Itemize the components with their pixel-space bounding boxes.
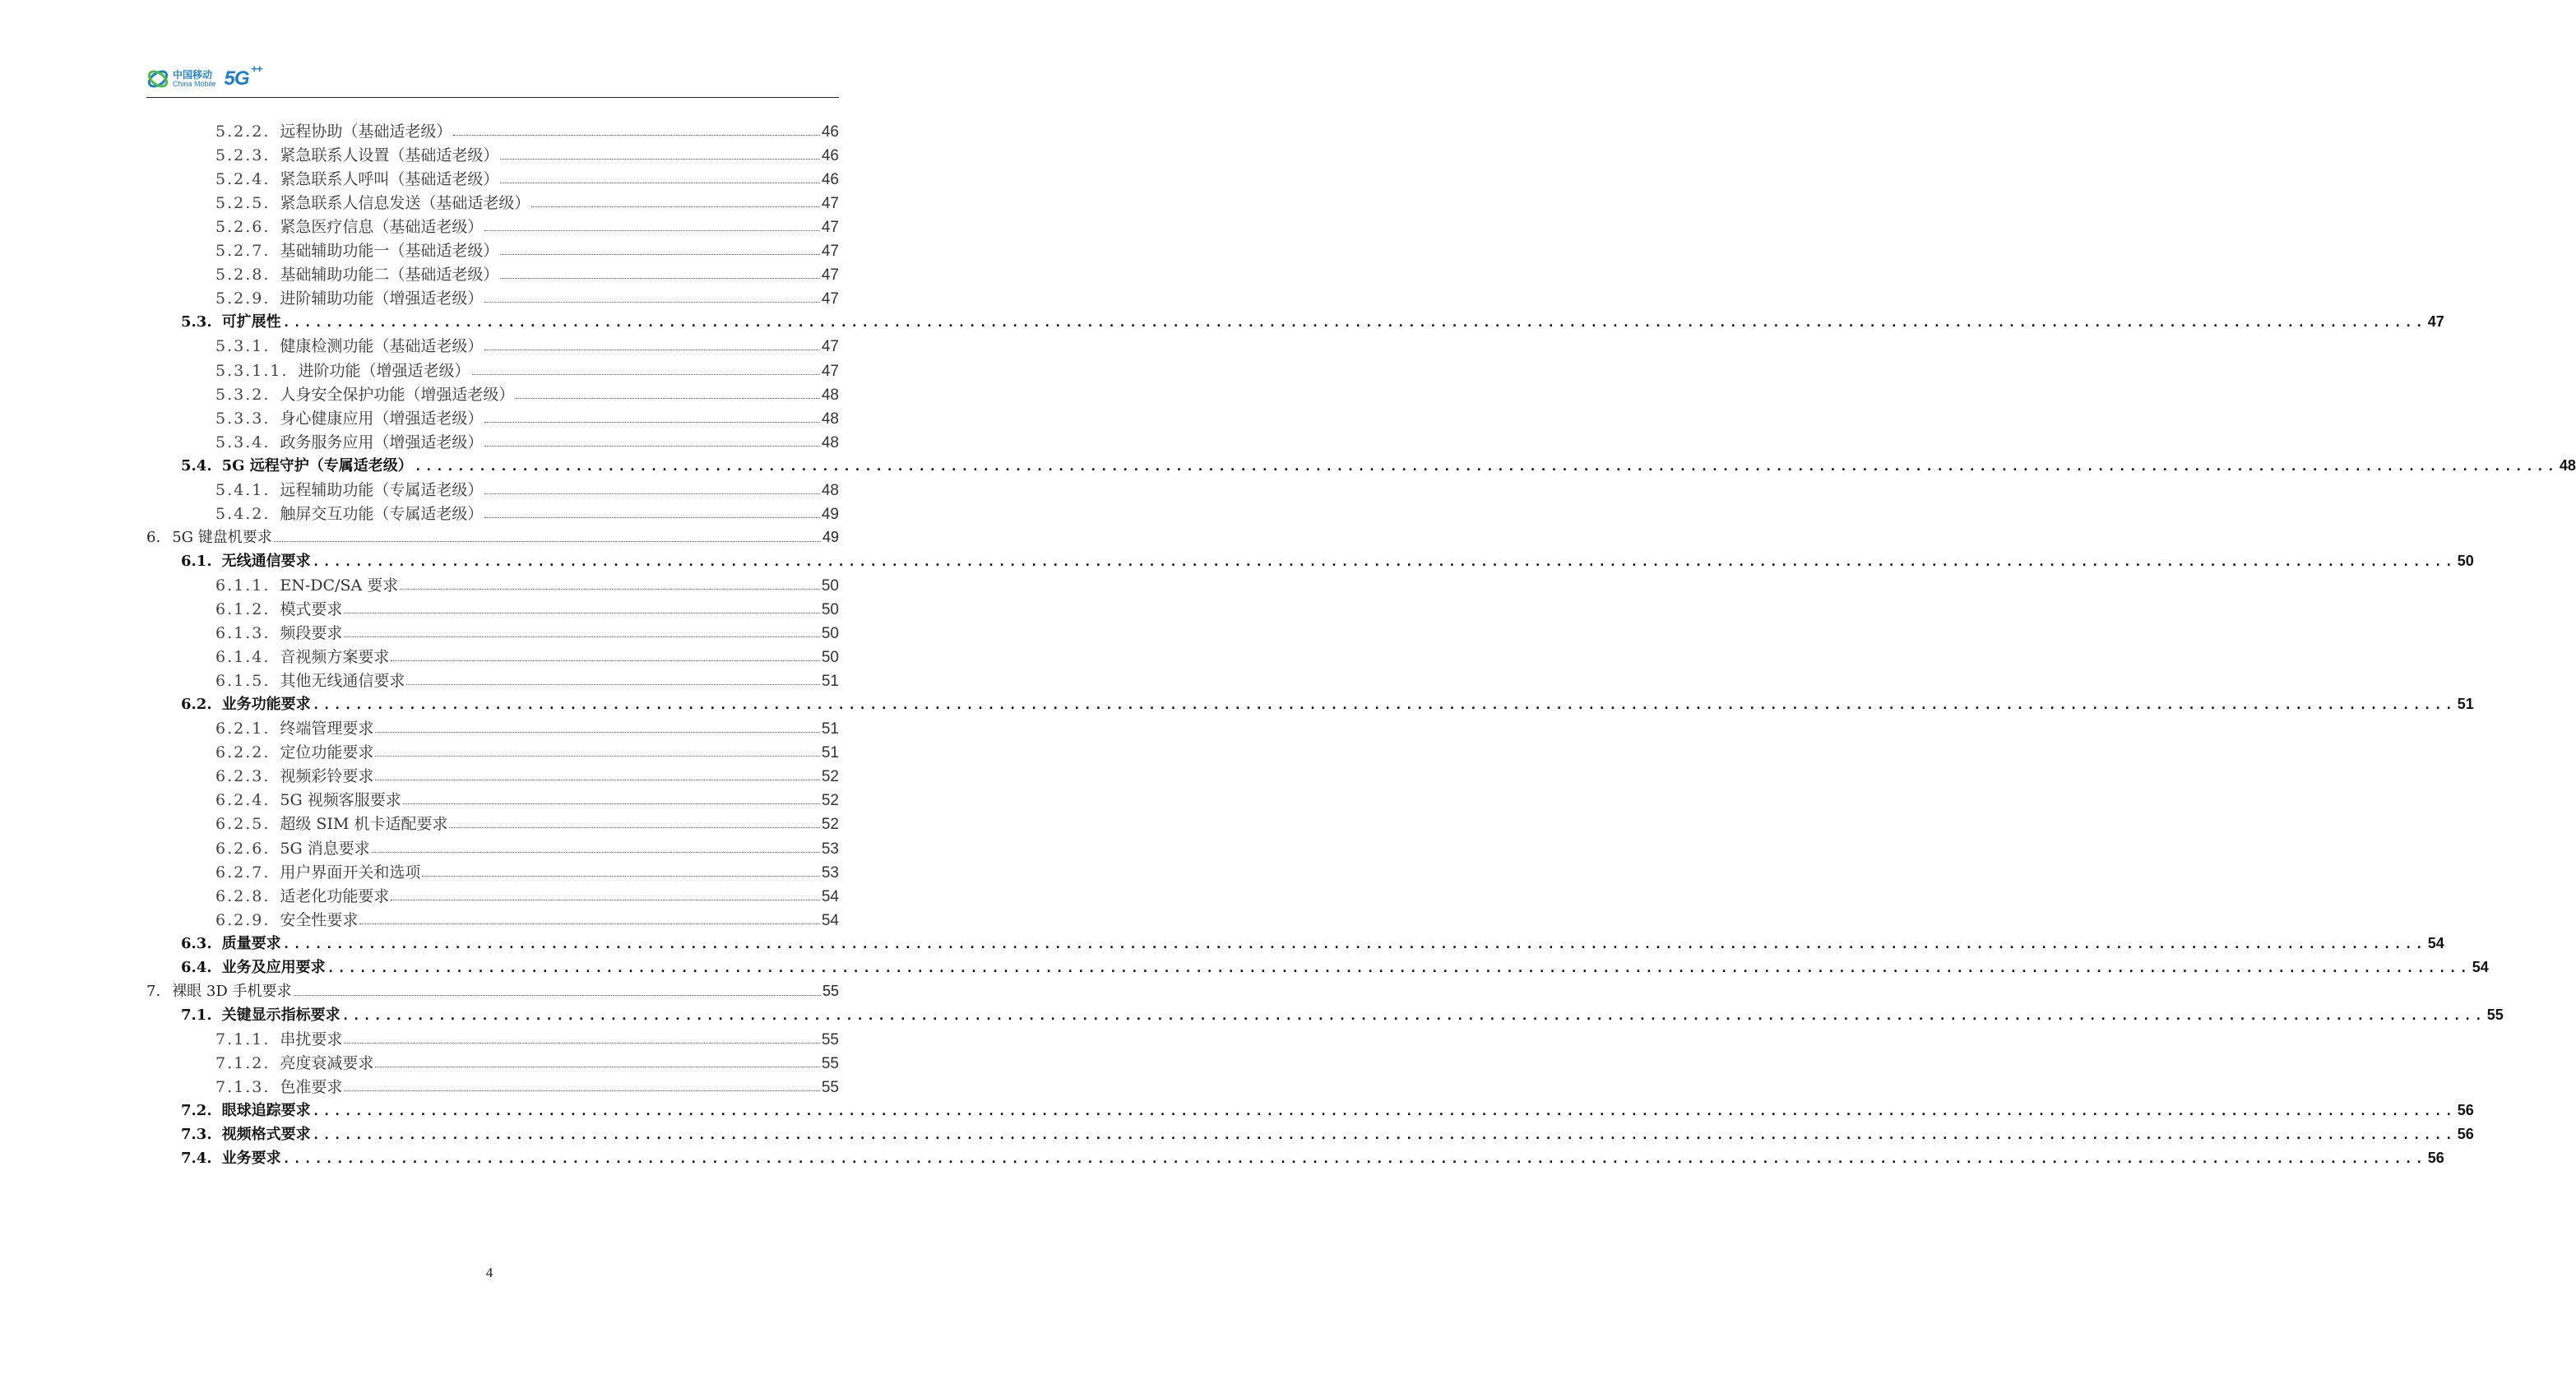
toc-entry-page: 48 <box>821 386 839 404</box>
toc-entry-page: 47 <box>821 290 839 308</box>
toc-entry-page: 55 <box>821 1030 839 1048</box>
toc-entry-page: 48 <box>2559 456 2576 474</box>
toc-entry-title: 政务服务应用（增强适老级） <box>280 433 484 451</box>
toc-entry-page: 50 <box>821 649 839 667</box>
toc-dot-leader: ........................................................................................................................................................................................................ <box>312 697 2456 713</box>
toc-dot-leader: ........................................................................................................................................................................................................ <box>341 1007 2486 1023</box>
toc-entry-page: 55 <box>822 982 839 999</box>
toc-entry[interactable] <box>215 597 839 620</box>
toc-entry-number: 6.2.7. <box>215 863 271 882</box>
toc-entry-page: 56 <box>2427 1150 2444 1167</box>
toc-entry-title: 音视频方案要求 <box>280 648 390 667</box>
toc-dot-leader <box>484 422 819 423</box>
toc-dot-leader <box>344 636 819 637</box>
toc-entry-number: 7.2. <box>181 1102 212 1120</box>
toc-entry[interactable] <box>215 884 839 907</box>
toc-entry-title: 紧急联系人信息发送（基础适老级） <box>280 194 530 213</box>
toc-entry[interactable] <box>215 1075 839 1098</box>
toc-entry-number: 5.4. <box>181 456 212 474</box>
toc-entry-title: 业务要求 <box>221 1150 281 1168</box>
toc-entry[interactable] <box>215 812 839 835</box>
toc-entry[interactable] <box>215 908 839 931</box>
toc-entry-title: 无线通信要求 <box>221 552 311 570</box>
toc-entry[interactable] <box>181 549 2474 572</box>
toc-dot-leader <box>484 302 819 303</box>
toc-entry[interactable] <box>181 1146 2444 1169</box>
toc-entry[interactable] <box>181 1122 2474 1146</box>
toc-entry-number: 7.1. <box>181 1006 212 1024</box>
toc-dot-leader <box>274 541 821 542</box>
toc-entry-page: 52 <box>821 792 839 810</box>
toc-entry-number: 5.2.6. <box>215 218 271 237</box>
toc-entry-number: 6.2. <box>181 696 212 714</box>
toc-entry[interactable] <box>215 478 839 501</box>
toc-entry-page: 46 <box>821 147 839 165</box>
toc-entry-page: 56 <box>2457 1102 2474 1119</box>
page-header <box>146 64 839 97</box>
toc-entry[interactable] <box>181 454 2576 477</box>
toc-entry-page: 55 <box>821 1054 839 1072</box>
toc-entry-title: 业务及应用要求 <box>221 958 326 976</box>
toc-entry-title: 紧急联系人设置（基础适老级） <box>280 146 499 165</box>
toc-entry[interactable] <box>215 1027 839 1050</box>
toc-entry-title: 紧急联系人呼叫（基础适老级） <box>280 170 499 189</box>
toc-entry-page: 50 <box>821 601 839 618</box>
toc-entry-title: 进阶辅助功能（增强适老级） <box>280 289 484 308</box>
toc-entry-title: 终端管理要求 <box>280 720 374 738</box>
toc-entry-number: 7.1.1. <box>215 1030 271 1048</box>
toc-entry-title: 色准要求 <box>280 1078 343 1096</box>
toc-entry-page: 55 <box>821 1079 839 1096</box>
toc-dot-leader: ........................................................................................................................................................................................................ <box>414 458 2558 474</box>
toc-entry-title: 人身安全保护功能（增强适老级） <box>280 385 515 404</box>
5g-logo <box>224 62 262 90</box>
toc-entry-page: 49 <box>821 505 839 523</box>
toc-entry[interactable] <box>215 740 839 763</box>
toc-dot-leader <box>344 1090 819 1091</box>
toc-entry-title: 业务功能要求 <box>221 696 311 714</box>
toc-entry-page: 51 <box>821 720 839 738</box>
toc-entry-title: 健康检测功能（基础适老级） <box>280 337 484 356</box>
page-number: 4 <box>485 1265 493 1280</box>
toc-entry-number: 6.2.8. <box>215 886 271 905</box>
toc-entry-title: 超级 SIM 机卡适配要求 <box>280 815 448 834</box>
toc-dot-leader <box>344 1043 819 1044</box>
toc-entry-number: 6.2.6. <box>215 839 271 858</box>
toc-dot-leader <box>359 923 819 924</box>
toc-entry-number: 5.3.1. <box>215 337 271 356</box>
toc-entry-title: 用户界面开关和选项 <box>280 863 421 882</box>
toc-entry-number: 5.2.2. <box>215 123 271 141</box>
toc-entry-number: 6.1.1. <box>215 576 271 595</box>
toc-entry-page: 51 <box>821 673 839 691</box>
toc-entry-page: 55 <box>2486 1006 2504 1023</box>
toc-entry-title: 基础辅助功能二（基础适老级） <box>280 266 499 285</box>
toc-entry-page: 47 <box>2427 313 2444 331</box>
toc-entry-number: 5.4.1. <box>215 480 271 499</box>
toc-entry-page: 51 <box>2457 696 2474 713</box>
toc-entry-number: 6.1.2. <box>215 600 271 618</box>
toc-entry[interactable] <box>181 692 2474 715</box>
toc-dot-leader <box>422 876 819 877</box>
toc-entry[interactable] <box>215 621 839 644</box>
toc-entry-page: 47 <box>821 243 839 261</box>
toc-dot-leader <box>516 398 819 399</box>
toc-entry-title: 远程辅助功能（专属适老级） <box>280 480 484 499</box>
toc-dot-leader <box>484 493 819 494</box>
toc-entry-page: 54 <box>821 887 839 905</box>
toc-entry-number: 5.2.5. <box>215 194 271 213</box>
toc-entry-title: 频段要求 <box>280 624 343 643</box>
toc-entry-title: 定位功能要求 <box>280 743 374 762</box>
toc-entry-title: 质量要求 <box>221 934 281 952</box>
toc-entry[interactable] <box>215 502 839 525</box>
toc-entry-number: 5.3.1.1. <box>215 361 289 380</box>
toc-entry-page: 52 <box>821 816 839 834</box>
toc-entry-page: 50 <box>821 625 839 643</box>
header-divider <box>146 97 839 98</box>
toc-entry-page: 53 <box>821 840 839 858</box>
toc-entry[interactable] <box>215 645 839 668</box>
toc-entry-title: 身心健康应用（增强适老级） <box>280 409 484 428</box>
toc-entry-page: 47 <box>821 338 839 356</box>
toc-entry-number: 6.3. <box>181 934 212 952</box>
toc-entry-number: 6.2.4. <box>215 791 271 810</box>
toc-entry[interactable] <box>215 191 839 214</box>
toc-entry-number: 5.4.2. <box>215 504 271 523</box>
toc-entry[interactable] <box>181 1099 2474 1122</box>
china-mobile-logo-icon <box>146 67 169 90</box>
toc-entry-title: 触屏交互功能（专属适老级） <box>280 504 484 523</box>
toc-dot-leader <box>449 827 819 828</box>
5g-plus-mark: ++ <box>251 62 262 75</box>
toc-entry-page: 54 <box>2472 958 2489 975</box>
toc-entry-title: 裸眼 3D 手机要求 <box>172 982 292 1000</box>
toc-entry-number: 7. <box>146 982 161 1000</box>
toc-dot-leader <box>453 135 819 136</box>
toc-entry-number: 6.2.1. <box>215 720 271 738</box>
toc-dot-leader <box>500 278 819 279</box>
toc-entry[interactable] <box>215 836 839 859</box>
toc-dot-leader <box>484 349 819 350</box>
toc-entry-title: 亮度衰减要求 <box>280 1053 374 1072</box>
toc-entry-page: 54 <box>2427 934 2444 951</box>
toc-dot-leader <box>375 756 819 757</box>
toc-entry-number: 5.2.9. <box>215 289 271 308</box>
toc-entry-page: 52 <box>821 768 839 786</box>
toc-entry-page: 46 <box>821 123 839 141</box>
toc-entry-title: 安全性要求 <box>280 910 359 929</box>
toc-entry-page: 50 <box>821 576 839 595</box>
toc-entry-number: 6.2.3. <box>215 767 271 786</box>
toc-entry-number: 6.2.2. <box>215 743 271 762</box>
toc-entry[interactable] <box>215 119 839 142</box>
toc-dot-leader: ........................................................................................................................................................................................................ <box>327 960 2471 975</box>
toc-entry[interactable] <box>215 573 839 596</box>
toc-entry[interactable] <box>215 359 839 382</box>
toc-entry[interactable] <box>181 1003 2504 1026</box>
toc-entry-page: 54 <box>821 911 839 929</box>
toc-entry-title: 适老化功能要求 <box>280 886 390 905</box>
toc-entry-page: 47 <box>821 266 839 285</box>
toc-entry-number: 7.1.3. <box>215 1078 271 1096</box>
toc-entry-page: 56 <box>2457 1126 2474 1143</box>
toc-entry-number: 7.3. <box>181 1126 212 1144</box>
toc-dot-leader <box>500 254 819 255</box>
toc-entry-number: 6.1.5. <box>215 672 271 691</box>
toc-dot-leader <box>294 995 821 996</box>
toc-dot-leader <box>403 803 820 804</box>
toc-entry-title: 基础辅助功能一（基础适老级） <box>280 242 499 261</box>
toc-entry[interactable] <box>215 1051 839 1074</box>
toc-entry-number: 5.3.3. <box>215 409 271 428</box>
toc-entry-page: 47 <box>821 219 839 237</box>
toc-dot-leader <box>372 852 820 853</box>
toc-entry[interactable] <box>215 716 839 739</box>
toc-dot-leader: ........................................................................................................................................................................................................ <box>312 1104 2456 1119</box>
toc-dot-leader <box>472 374 820 375</box>
toc-entry-title: 其他无线通信要求 <box>280 672 405 691</box>
toc-entry[interactable] <box>215 669 839 692</box>
toc-entry-number: 6.1. <box>181 552 212 570</box>
toc-entry-number: 6.1.3. <box>215 624 271 643</box>
toc-entry[interactable] <box>215 406 839 429</box>
toc-dot-leader: ........................................................................................................................................................................................................ <box>282 315 2426 331</box>
toc-entry-page: 47 <box>821 195 839 213</box>
toc-dot-leader <box>531 206 819 207</box>
toc-dot-leader: ........................................................................................................................................................................................................ <box>312 1127 2456 1143</box>
china-mobile-logo <box>146 62 262 90</box>
toc-entry[interactable] <box>215 286 839 309</box>
toc-entry-number: 6.2.5. <box>215 815 271 834</box>
toc-entry[interactable] <box>146 979 839 1002</box>
toc-entry-title: 远程协助（基础适老级） <box>280 123 452 141</box>
toc-entry-number: 6.4. <box>181 958 212 976</box>
toc-entry-number: 5.3.4. <box>215 433 271 451</box>
toc-entry-page: 50 <box>2457 552 2474 569</box>
toc-entry[interactable] <box>215 262 839 285</box>
toc-entry[interactable] <box>215 334 839 357</box>
toc-entry[interactable] <box>215 788 839 811</box>
toc-entry[interactable] <box>181 310 2444 333</box>
toc-entry[interactable] <box>215 215 839 238</box>
toc-entry[interactable] <box>215 167 839 190</box>
toc-entry-title: 5G 视频客服要求 <box>280 791 401 810</box>
toc-entry-title: 视频彩铃要求 <box>280 767 374 786</box>
toc-entry-title: 进阶功能（增强适老级） <box>298 361 470 380</box>
toc-entry[interactable] <box>146 525 839 549</box>
toc-entry[interactable] <box>215 764 839 787</box>
toc-entry-page: 46 <box>821 171 839 189</box>
logo-english-text: China Mobile <box>173 80 216 88</box>
toc-entry-title: 5G 键盘机要求 <box>172 528 272 546</box>
toc-dot-leader: ........................................................................................................................................................................................................ <box>282 936 2426 951</box>
toc-entry-number: 6.2.9. <box>215 910 271 929</box>
5g-logo-text: 5G <box>224 67 249 90</box>
toc-entry-page: 48 <box>821 433 839 451</box>
toc-entry-title: 可扩展性 <box>221 313 281 331</box>
toc-entry-number: 5.2.7. <box>215 242 271 261</box>
toc-entry[interactable] <box>215 143 839 166</box>
toc-entry-title: 眼球追踪要求 <box>221 1102 311 1120</box>
toc-dot-leader <box>400 589 820 590</box>
toc-entry-number: 6. <box>146 528 161 546</box>
toc-dot-leader <box>484 446 819 447</box>
toc-entry[interactable] <box>215 860 839 883</box>
toc-dot-leader <box>391 660 819 661</box>
toc-entry[interactable] <box>215 382 839 405</box>
toc-entry-title: EN-DC/SA 要求 <box>280 576 399 595</box>
toc-entry-number: 6.1.4. <box>215 648 271 667</box>
toc-entry-page: 49 <box>822 528 839 545</box>
toc-entry-number: 5.2.8. <box>215 266 271 285</box>
toc-entry[interactable] <box>181 932 2444 955</box>
toc-entry-number: 5.3.2. <box>215 385 271 404</box>
toc-entry-number: 5.2.3. <box>215 146 271 165</box>
toc-entry-page: 47 <box>821 362 839 380</box>
toc-entry-page: 48 <box>821 481 839 499</box>
toc-entry-page: 53 <box>821 863 839 882</box>
toc-entry[interactable] <box>215 430 839 453</box>
toc-dot-leader <box>375 732 819 733</box>
logo-chinese-text: 中国移动 <box>173 69 213 81</box>
toc-entry-title: 5G 消息要求 <box>280 839 370 858</box>
toc-dot-leader <box>406 684 819 685</box>
toc-entry-title: 视频格式要求 <box>221 1126 311 1144</box>
toc-dot-leader <box>484 230 819 231</box>
toc-dot-leader <box>500 159 819 160</box>
toc-entry-title: 模式要求 <box>280 600 343 618</box>
toc-dot-leader: ........................................................................................................................................................................................................ <box>312 553 2456 569</box>
toc-entry-number: 7.1.2. <box>215 1053 271 1072</box>
toc-entry-title: 5G 远程守护（专属适老级） <box>221 456 413 474</box>
toc-dot-leader: ........................................................................................................................................................................................................ <box>282 1151 2426 1167</box>
toc-entry-title: 关键显示指标要求 <box>221 1006 341 1024</box>
toc-entry-title: 紧急医疗信息（基础适老级） <box>280 218 484 237</box>
toc-entry[interactable] <box>215 238 839 262</box>
toc-entry-page: 48 <box>821 410 839 428</box>
toc-entry[interactable] <box>181 956 2489 979</box>
toc-entry-number: 5.2.4. <box>215 170 271 189</box>
toc-entry-number: 7.4. <box>181 1150 212 1168</box>
toc-entry-page: 51 <box>821 744 839 762</box>
toc-dot-leader <box>484 517 819 518</box>
toc-entry-title: 串扰要求 <box>280 1030 343 1048</box>
toc-entry-number: 5.3. <box>181 313 212 331</box>
